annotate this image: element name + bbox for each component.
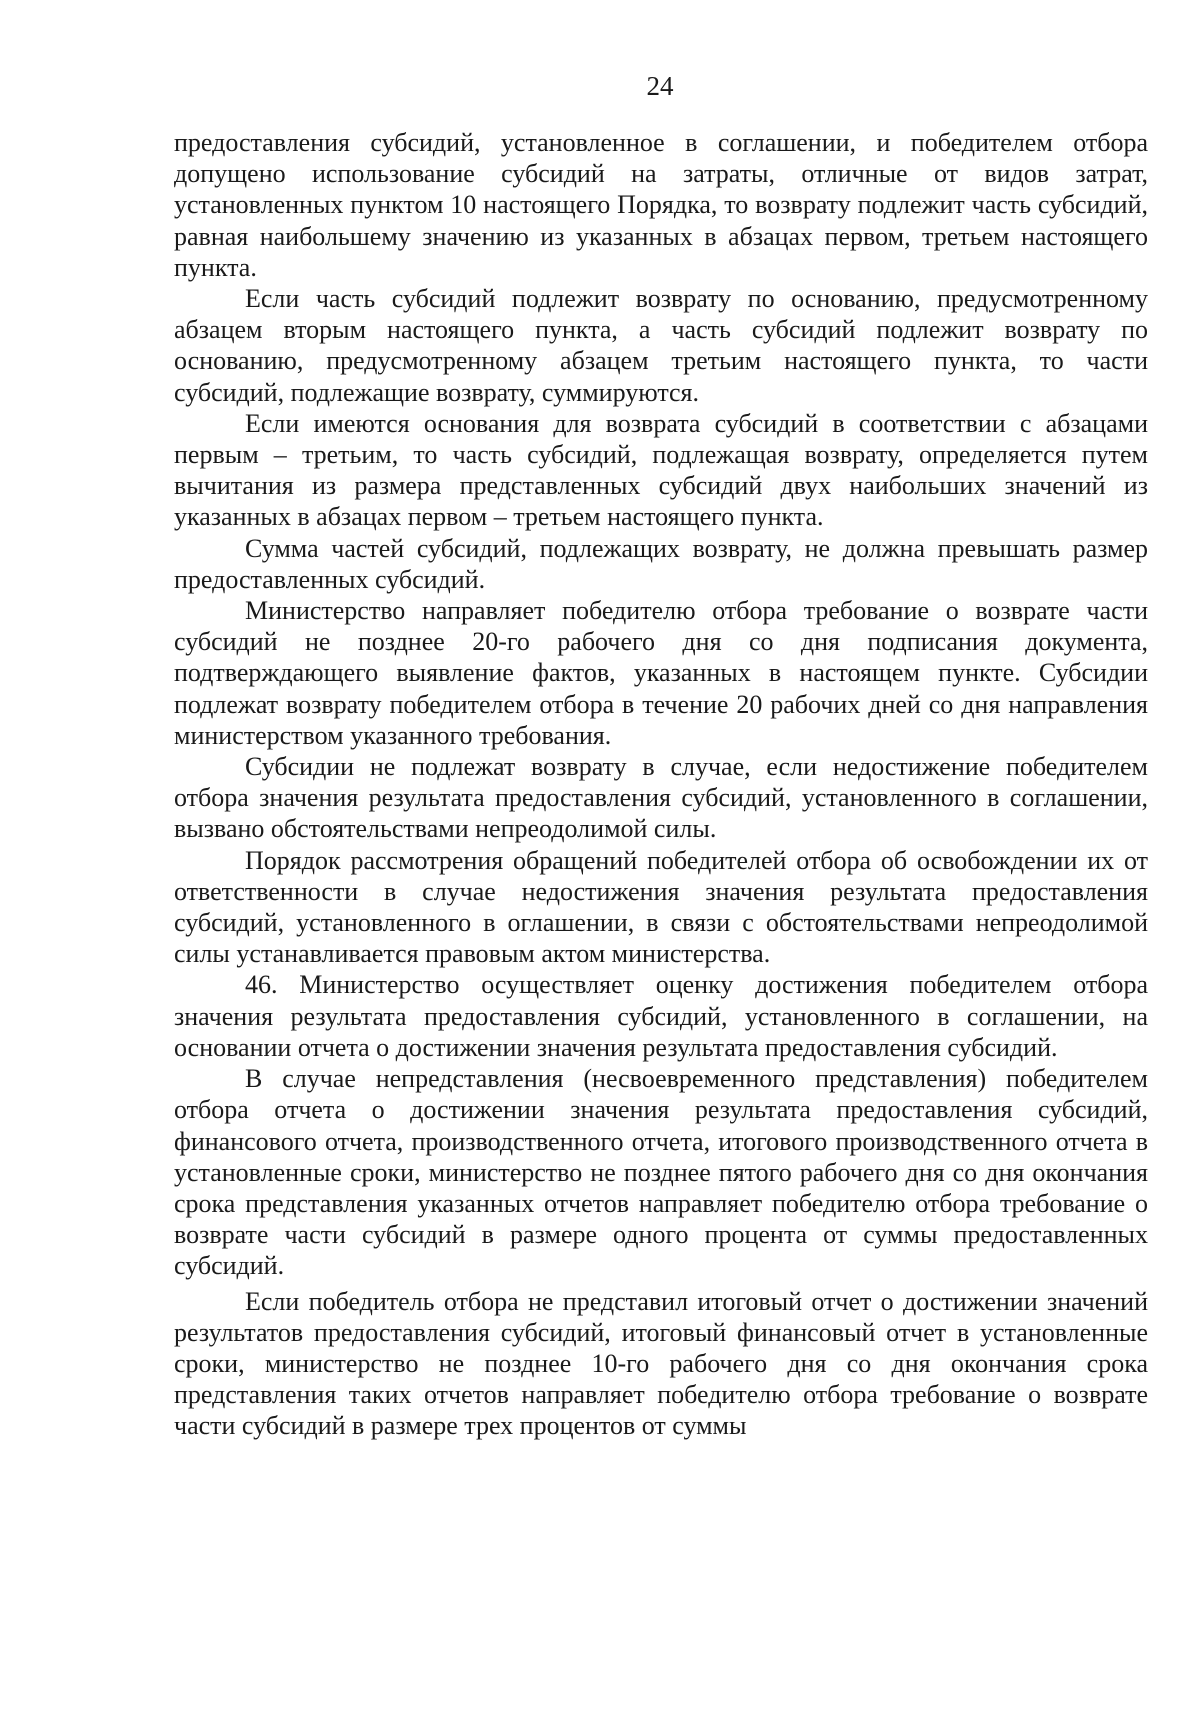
paragraph: В случае непредставления (несвоевременного представления) победителем отбора отчета о достижении значения результата предоставления субсидий, финансового отчета, производственного отчета, итогового производственного отчета в установленные сроки, министерство не позднее пятого рабочего дня со дня окончания срока представления указанных отчетов направляет победителю отбора требование о возврате части субсидий в размере одного процента от суммы предоставленных субсидий. — [174, 1064, 1148, 1281]
paragraph: Порядок рассмотрения обращений победителей отбора об освобождении их от ответственности в случае недостижения значения результата предоставления субсидий, установленного в оглашении, в связи с обстоятельствами непреодолимой силы устанавливается правовым актом министерства. — [174, 845, 1148, 969]
section-paragraph: 46. Министерство осуществляет оценку достижения победителем отбора значения результата предоставления субсидий, установленного в соглашении, на основании отчета о достижении значения результата предоставления субсидий. — [174, 970, 1148, 1062]
paragraph: Если часть субсидий подлежит возврату по основанию, предусмотренному абзацем вторым настоящего пункта, а часть субсидий подлежит возврату по основанию, предусмотренному абзацем третьим настоящего пункта, то части субсидий, подлежащие возврату, суммируются. — [174, 284, 1148, 407]
page-number: 24 — [646, 71, 674, 101]
paragraph: Сумма частей субсидий, подлежащих возврату, не должна превышать размер предоставленных субсидий. — [174, 533, 1148, 594]
paragraph: Если имеются основания для возврата субсидий в соответствии с абзацами первым – третьим, то часть субсидий, подлежащая возврату, определяется путем вычитания из размера представленных субсидий двух наибольших значений из указанных в абзацах первом – третьем настоящего пункта. — [174, 408, 1148, 532]
document-body — [174, 127, 1148, 1442]
paragraph: предоставления субсидий, установленное в соглашении, и победителем отбора допущено использование субсидий на затраты, отличные от видов затрат, установленных пунктом 10 настоящего Порядка, то возврату подлежит часть субсидий, равная наибольшему значению из указанных в абзацах первом, третьем настоящего пункта. — [174, 128, 1148, 282]
paragraph: Министерство направляет победителю отбора требование о возврате части субсидий не позднее 20-го рабочего дня со дня подписания документа, подтверждающего выявление фактов, указанных в настоящем пункте. Субсидии подлежат возврату победителем отбора в течение 20 рабочих дней со дня направления министерством указанного требования. — [174, 596, 1148, 750]
paragraph: Если победитель отбора не представил итоговый отчет о достижении значений результатов предоставления субсидий, итоговый финансовый отчет в установленные сроки, министерство не позднее 10-го рабочего дня со дня окончания срока представления таких отчетов направляет победителю отбора требование о возврате части субсидий в размере трех процентов от суммы — [174, 1286, 1148, 1441]
paragraph: Субсидии не подлежат возврату в случае, если недостижение победителем отбора значения результата предоставления субсидий, установленного в соглашении, вызвано обстоятельствами непреодолимой силы. — [174, 752, 1148, 844]
